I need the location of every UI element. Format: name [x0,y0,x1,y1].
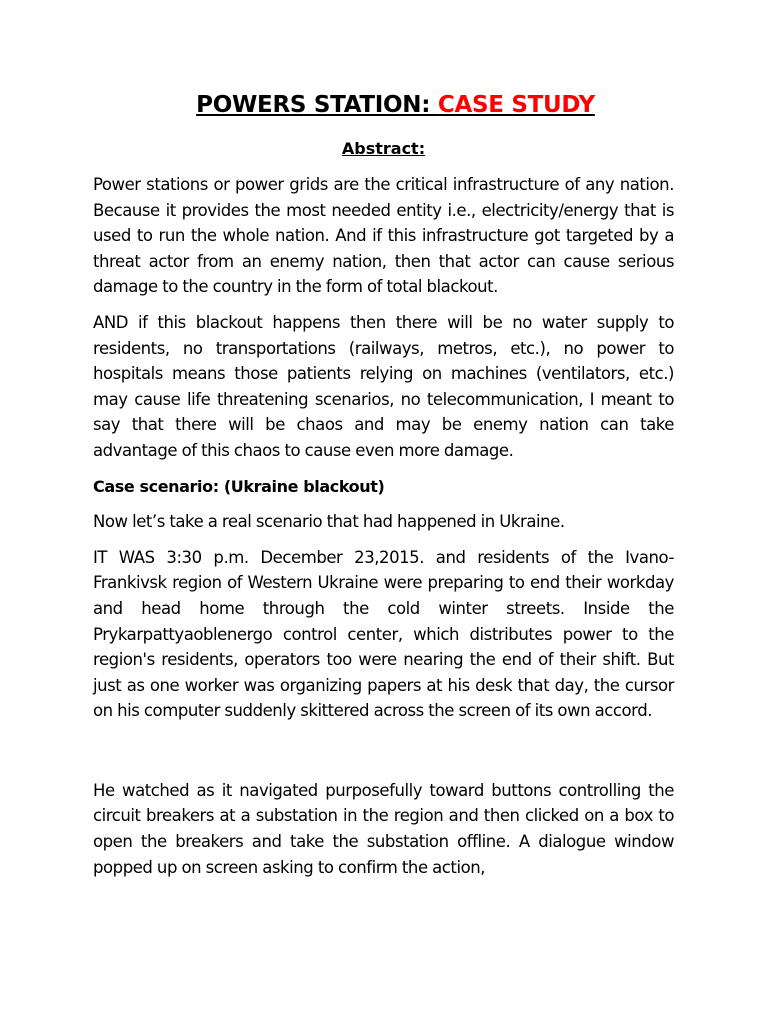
paragraph-circuit-breakers: He watched as it navigated purposefully toward buttons controlling the circuit breakers at a substation in the region and then clicked on a box to open the breakers and take the substation offline. A dialogue window popped up on screen asking to confirm the action, [93,780,674,877]
document-page [93,86,674,890]
paragraph-ivano-frankivsk: IT WAS 3:30 p.m. December 23,2015. and residents of the Ivano-Frankivsk region of Western Ukraine were preparing to end their workday and head home through the cold winter streets. Inside the Prykarpattyaoblenergo control center, which distributes power to the region's residents, operators too were nearing the end of their shift. But just as one worker was organizing papers at his desk that day, the cursor on his computer suddenly skittered across the screen of its own accord. [93,547,674,721]
title-main: POWERS STATION: [196,92,438,118]
paragraph-blackout-effects: AND if this blackout happens then there will be no water supply to residents, no transportations (railways, metros, etc.), no power to hospitals means those patients relying on machines (ventilators, etc.) may cause life threatening scenarios, no telecommunication, I meant to say that there will be chaos and may be enemy nation can take advantage of this chaos to cause even more damage. [93,312,674,460]
abstract-heading: Abstract: [341,139,426,158]
document-title [93,86,674,124]
paragraph-power-stations: Power stations or power grids are the critical infrastructure of any nation. Because it provides the most needed entity i.e., electricity/energy that is used to run the whole nation. And if this infrastructure got targeted by a threat actor from an enemy nation, then that actor can cause serious damage to the country in the form of total blackout. [93,175,674,297]
case-scenario-heading: Case scenario: (Ukraine blackout) [93,476,385,496]
paragraph-real-scenario: Now let’s take a real scenario that had happened in Ukraine. [93,512,565,532]
title-accent: CASE STUDY [437,92,595,118]
paragraph-gap [93,734,674,778]
